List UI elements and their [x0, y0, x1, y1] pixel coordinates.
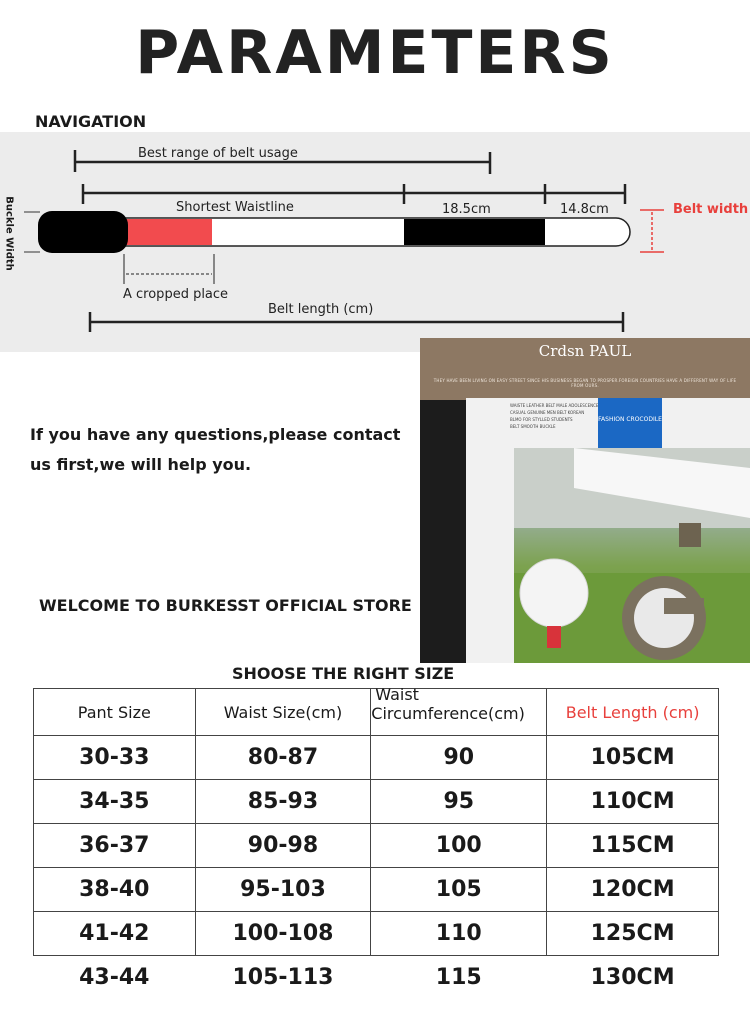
hole-section: [404, 219, 545, 245]
golf-photo: [514, 448, 750, 663]
product-box-header: [420, 338, 750, 400]
navigation-label: NAVIGATION: [35, 112, 147, 131]
header-waist-circumference: Waist Circumference(cm): [371, 689, 547, 736]
header-waist-size: Waist Size(cm): [195, 689, 371, 736]
table-header-row: [34, 689, 719, 736]
belt-diagram-svg: [0, 132, 750, 352]
page-title: PARAMETERS: [135, 18, 615, 88]
segment-1-label: 18.5cm: [442, 202, 491, 217]
header-pant-size: Pant Size: [34, 689, 196, 736]
table-row: 41-42 100-108 110 125CM: [34, 912, 719, 956]
size-table-title: SHOOSE THE RIGHT SIZE: [232, 664, 455, 683]
table-row: 38-40 95-103 105 120CM: [34, 868, 719, 912]
welcome-message: WELCOME TO BURKESST OFFICIAL STORE: [39, 596, 412, 615]
product-fine-print: WAISTE LEATHER BELT MALE ADOLESCENCE CASUAL GENUINE MEN BELT KOREAN BLMO FOR STYLLED STUDENTS BELT SMOOTH BUCKLE: [510, 403, 599, 429]
brand-tagline: THEY HAVE BEEN LIVING ON EASY STREET SINCE HIS BUSINESS BEGAN TO PROSPER.FOREIGN COUNTRIES HAVE A DIFFERENT WAY OF LIFE FROM OURS.: [433, 378, 737, 388]
shortest-waistline-label: Shortest Waistline: [176, 200, 294, 215]
size-table: [33, 685, 719, 999]
best-range-label: Best range of belt usage: [138, 146, 298, 161]
contact-line-2: us first,we will help you.: [30, 455, 252, 474]
contact-line-1: If you have any questions,please contact: [30, 425, 401, 444]
belt-length-label: Belt length (cm): [268, 302, 374, 317]
product-box-image: [420, 338, 750, 663]
buckle-width-label: Buckle Width: [3, 196, 15, 271]
golf-photo-svg: [514, 448, 750, 663]
cropped-place-label: A cropped place: [123, 287, 229, 302]
fashion-badge: FASHION CROCODILE: [598, 398, 662, 452]
brand-name: Crdsn PAUL: [538, 342, 632, 360]
table-row: 36-37 90-98 100 115CM: [34, 824, 719, 868]
header-belt-length: Belt Length (cm): [547, 689, 719, 736]
table-row: 30-33 80-87 90 105CM: [34, 736, 719, 780]
table-row: 43-44 105-113 115 130CM: [79, 965, 675, 990]
table-row: 34-35 85-93 95 110CM: [34, 780, 719, 824]
golf-tee-icon: [547, 626, 561, 648]
segment-2-label: 14.8cm: [560, 202, 609, 217]
product-card: [466, 398, 750, 663]
belt-diagram: [0, 132, 750, 352]
contact-message: [30, 420, 430, 480]
belt-width-label: Belt width: [673, 202, 749, 217]
buckle: [38, 211, 128, 253]
cropped-section: [126, 219, 212, 245]
golf-ball-icon: [520, 559, 588, 627]
